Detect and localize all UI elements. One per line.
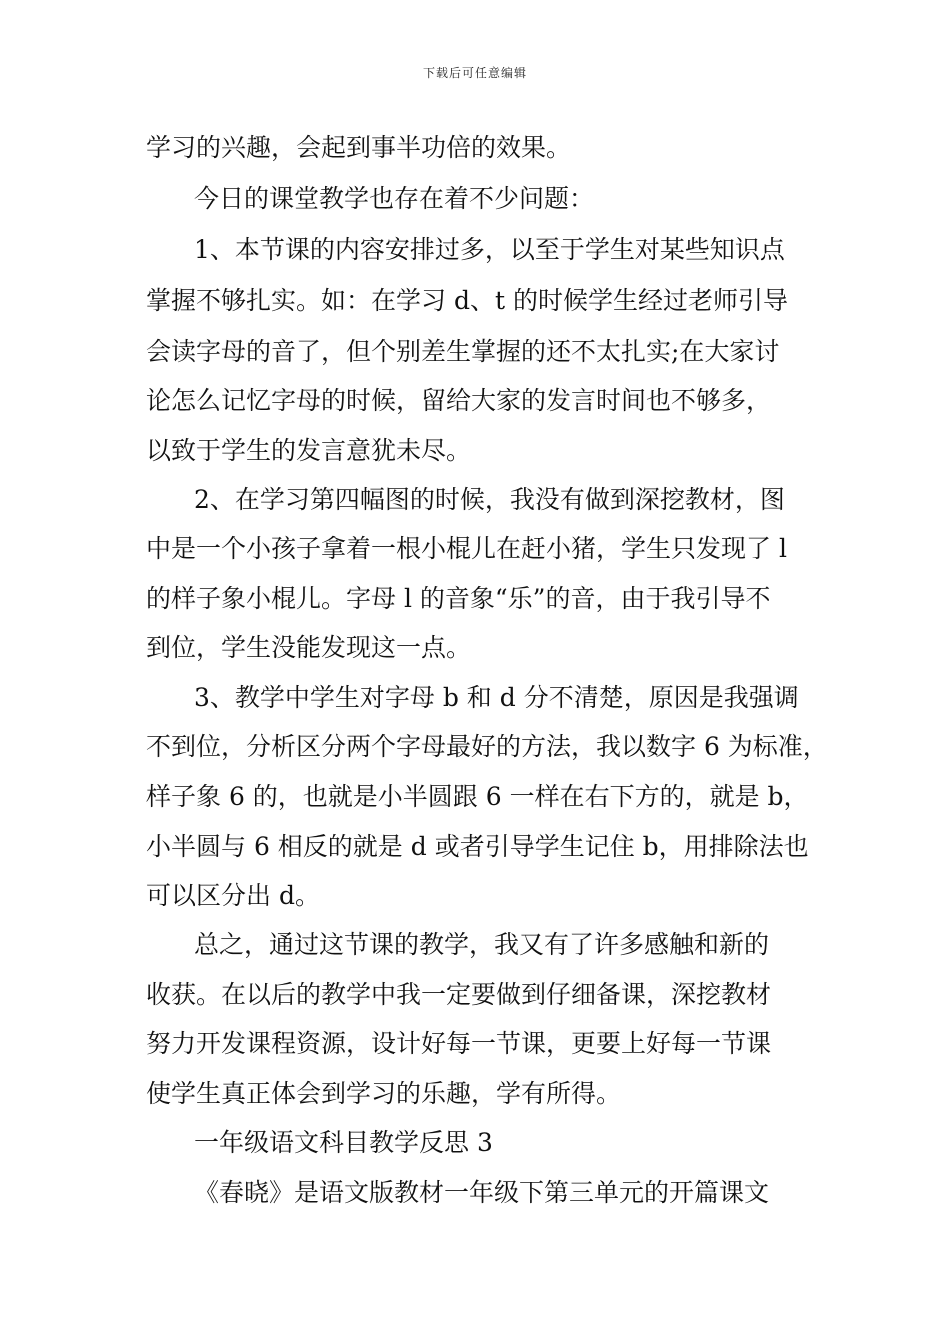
page-header: 下载后可任意编辑 xyxy=(422,66,527,80)
text-line: 会读字母的音了，但个别差生掌握的还不太扎实;在大家讨 xyxy=(146,337,780,366)
text-line: 可以区分出 d。 xyxy=(146,881,320,910)
text-line: 收获。在以后的教学中我一定要做到仔细备课，深挖教材 xyxy=(146,980,772,1009)
text-line: 到位，学生没能发现这一点。 xyxy=(146,633,472,662)
text-line: 总之，通过这节课的教学，我又有了许多感触和新的 xyxy=(194,930,770,959)
text-line: 2、在学习第四幅图的时候，我没有做到深挖教材，图 xyxy=(194,485,785,514)
text-line: 《春晓》是语文版教材一年级下第三单元的开篇课文 xyxy=(194,1178,770,1207)
text-line: 中是一个小孩子拿着一根小棍儿在赶小猪，学生只发现了 l xyxy=(146,534,787,563)
text-line: 努力开发课程资源，设计好每一节课，更要上好每一节课 xyxy=(146,1029,772,1058)
section-heading: 一年级语文科目教学反思 3 xyxy=(194,1128,493,1157)
text-line: 不到位，分析区分两个字母最好的方法，我以数字 6 为标准， xyxy=(146,732,828,761)
text-line: 论怎么记忆字母的时候，留给大家的发言时间也不够多， xyxy=(146,386,772,415)
text-line: 3、教学中学生对字母 b 和 d 分不清楚，原因是我强调 xyxy=(194,683,799,712)
text-line: 1、本节课的内容安排过多，以至于学生对某些知识点 xyxy=(194,235,785,264)
text-line: 今日的课堂教学也存在着不少问题： xyxy=(194,184,595,213)
text-line: 掌握不够扎实。如：在学习 d、t 的时候学生经过老师引导 xyxy=(146,286,788,315)
text-line: 以致于学生的发言意犹未尽。 xyxy=(146,436,472,465)
text-line: 使学生真正体会到学习的乐趣，学有所得。 xyxy=(146,1079,622,1108)
text-line: 样子象 6 的，也就是小半圆跟 6 一样在右下方的，就是 b， xyxy=(146,782,809,811)
text-line: 小半圆与 6 相反的就是 d 或者引导学生记住 b，用排除法也 xyxy=(146,832,809,861)
text-line: 学习的兴趣，会起到事半功倍的效果。 xyxy=(146,133,572,162)
text-line: 的样子象小棍儿。字母 l 的音象“乐”的音，由于我引导不 xyxy=(146,584,771,613)
